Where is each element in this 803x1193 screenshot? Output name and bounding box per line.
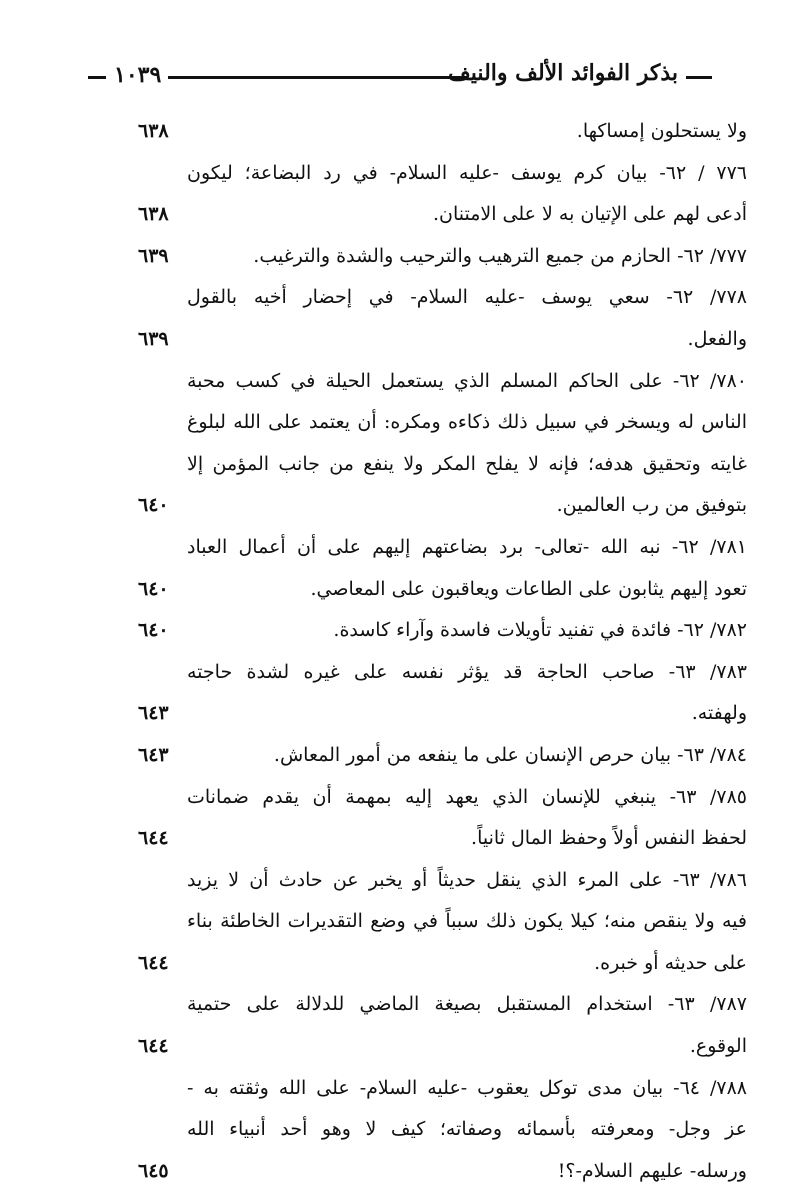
- entry-text: الوقوع.: [689, 1035, 747, 1058]
- index-line: [0, 237, 803, 279]
- index-line: [0, 1069, 803, 1111]
- entry-text: لحفظ النفس أولاً وحفظ المال ثانياً.: [471, 827, 747, 850]
- entry-text: والفعل.: [687, 327, 747, 350]
- index-line: [0, 445, 803, 487]
- index-line: [0, 528, 803, 570]
- page-number: ١٠٣٩: [114, 62, 162, 88]
- page-ref: ٦٤٣: [138, 743, 169, 766]
- header-left-dash: [88, 76, 106, 79]
- index-line: [0, 944, 803, 986]
- index-line: [0, 112, 803, 154]
- index-line: [0, 736, 803, 778]
- page-ref: ٦٤٠: [138, 494, 169, 517]
- index-line: [0, 362, 803, 404]
- page-ref: ٦٤٤: [138, 951, 169, 974]
- entry-text: ولا يستحلون إمساكها.: [576, 120, 747, 142]
- index-line: [0, 1152, 803, 1193]
- entry-text: ٧٨٠/ ٦٢- على الحاكم المسلم الذي يستعمل الحيلة في كسب محبة: [187, 369, 747, 392]
- page-ref: ٦٤٥: [138, 1159, 169, 1182]
- index-line: [0, 154, 803, 196]
- index-line: [0, 1110, 803, 1152]
- entry-text: بتوفيق من رب العالمين.: [556, 494, 747, 517]
- page-ref: ٦٣٨: [138, 120, 169, 142]
- index-line: [0, 985, 803, 1027]
- index-line: [0, 694, 803, 736]
- entry-text: غايته وتحقيق هدفه؛ فإنه لا يفلح المكر ولا ينفع من جانب المؤمن إلا: [187, 452, 747, 475]
- index-line: [0, 320, 803, 362]
- index-list: [0, 112, 803, 1193]
- page-ref: ٦٣٩: [138, 244, 169, 267]
- entry-text: ٧٨٦/ ٦٣- على المرء الذي ينقل حديثاً أو يخبر عن حادث أن لا يزيد: [187, 868, 747, 891]
- page-ref: ٦٤٤: [138, 827, 169, 850]
- running-title: بذكر الفوائد الألف والنيف: [448, 60, 678, 86]
- entry-text: ورسله- عليهم السلام-؟!: [557, 1159, 747, 1182]
- index-line: [0, 403, 803, 445]
- page-ref: ٦٤٠: [138, 577, 169, 600]
- page-ref: ٦٤٤: [138, 1035, 169, 1058]
- entry-text: ٧٧٧/ ٦٢- الحازم من جميع الترهيب والترحيب والشدة والترغيب.: [253, 244, 747, 267]
- page-ref: ٦٤٣: [138, 702, 169, 725]
- index-line: [0, 819, 803, 861]
- header-rule: [168, 76, 468, 79]
- index-line: [0, 486, 803, 528]
- index-line: [0, 861, 803, 903]
- entry-text: فيه ولا ينقص منه؛ كيلا يكون ذلك سبباً في وضع التقديرات الخاطئة بناء: [187, 910, 747, 933]
- entry-text: ولهفته.: [691, 702, 747, 725]
- entry-text: ٧٨١/ ٦٢- نبه الله -تعالى- برد بضاعتهم إليهم على أن أعمال العباد: [187, 535, 747, 558]
- entry-text: ٧٧٨/ ٦٢- سعي يوسف -عليه السلام- في إحضار أخيه بالقول: [187, 286, 747, 309]
- entry-text: ٧٨٤/ ٦٣- بيان حرص الإنسان على ما ينفعه من أمور المعاش.: [273, 743, 747, 766]
- index-line: [0, 570, 803, 612]
- entry-text: ٧٨٧/ ٦٣- استخدام المستقبل بصيغة الماضي للدلالة على حتمية: [187, 993, 747, 1016]
- page-ref: ٦٣٩: [138, 327, 169, 350]
- entry-text: ٧٨٣/ ٦٣- صاحب الحاجة قد يؤثر نفسه على غيره لشدة حاجته: [187, 660, 747, 683]
- entry-text: ٧٨٨/ ٦٤- بيان مدى توكل يعقوب -عليه السلام- على الله وثقته به -: [187, 1076, 747, 1099]
- page-ref: ٦٤٠: [138, 619, 169, 642]
- entry-text: ٧٨٥/ ٦٣- ينبغي للإنسان الذي يعهد إليه بمهمة أن يقدم ضمانات: [187, 785, 747, 808]
- entry-text: أدعى لهم على الإتيان به لا على الامتنان.: [432, 203, 747, 226]
- entry-text: تعود إليهم يثابون على الطاعات ويعاقبون على المعاصي.: [310, 577, 747, 600]
- entry-text: الناس له ويسخر في سبيل ذلك ذكاءه ومكره: أن يعتمد على الله لبلوغ: [187, 411, 747, 434]
- index-line: [0, 778, 803, 820]
- index-line: [0, 902, 803, 944]
- page-header: [88, 60, 712, 94]
- index-line: [0, 1027, 803, 1069]
- page-ref: ٦٣٨: [138, 203, 169, 226]
- entry-text: ٧٧٦ / ٦٢- بيان كرم يوسف -عليه السلام- في رد البضاعة؛ ليكون: [187, 161, 747, 184]
- index-line: [0, 278, 803, 320]
- header-right-dash: [686, 76, 712, 79]
- entry-text: ٧٨٢/ ٦٢- فائدة في تفنيد تأويلات فاسدة وآراء كاسدة.: [333, 619, 747, 642]
- entry-text: على حديثه أو خبره.: [594, 951, 747, 974]
- index-line: [0, 611, 803, 653]
- index-line: [0, 195, 803, 237]
- index-line: [0, 653, 803, 695]
- entry-text: عز وجل- ومعرفته بأسمائه وصفاته؛ كيف لا وهو أحد أنبياء الله: [187, 1118, 747, 1141]
